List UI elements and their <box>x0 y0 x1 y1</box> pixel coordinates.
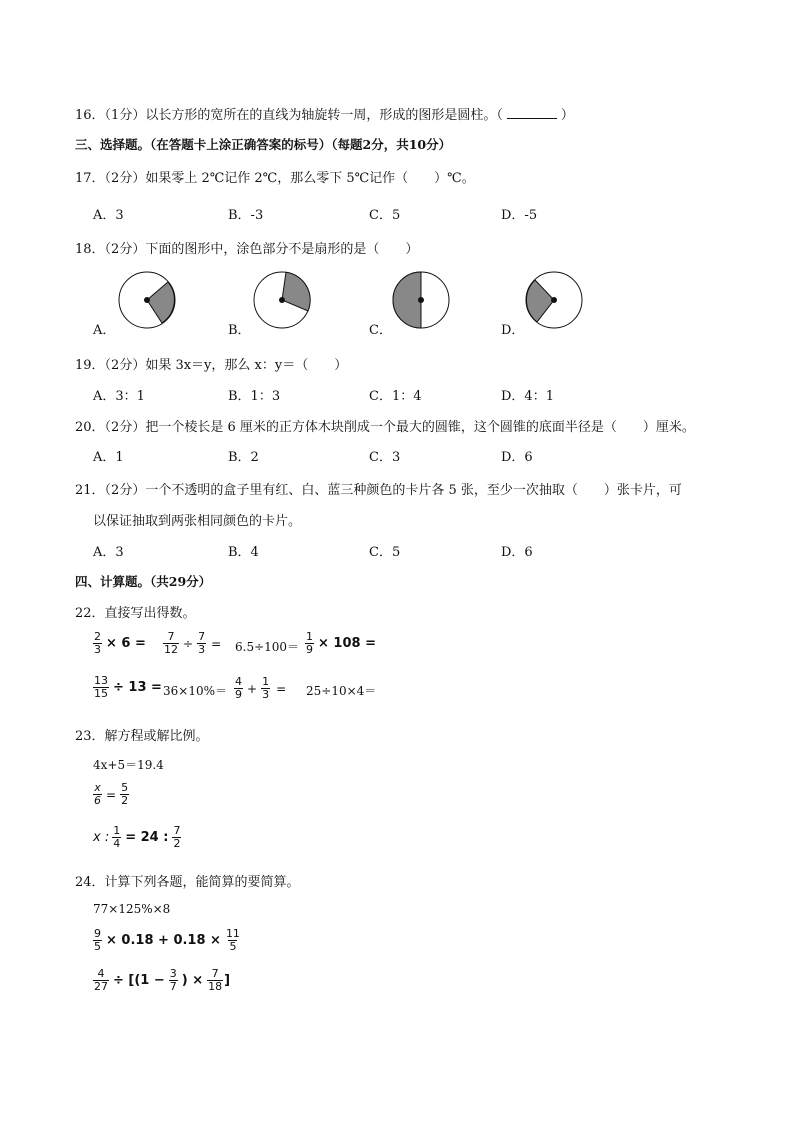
q16-text-end: ） <box>560 108 574 123</box>
q20-option-c[interactable]: C．3 <box>369 450 401 465</box>
q21-option-b[interactable]: B．4 <box>228 545 259 560</box>
circle-figure-c <box>392 271 452 331</box>
question-24: 24．计算下列各题，能简算的要简算。 <box>75 875 300 890</box>
q18-option-b[interactable]: B． <box>228 323 251 338</box>
q17-option-d[interactable]: D．-5 <box>501 208 538 223</box>
question-22: 22．直接写出得数。 <box>75 606 196 621</box>
circle-figure-a <box>118 271 178 331</box>
calc-1-2: $\frac{7}{12}$ ÷ $\frac{7}{3}$ = <box>164 630 222 656</box>
q19-option-c[interactable]: C．1：4 <box>369 389 422 404</box>
q21-option-a[interactable]: A．3 <box>93 545 124 560</box>
q20-option-a[interactable]: A．1 <box>93 450 124 465</box>
calc-1-4: $\frac{1}{9}$ × 108 = <box>306 630 376 656</box>
section-4-title: 四、计算题。（共29分） <box>75 574 212 589</box>
equation-1: 4x+5＝19.4 <box>93 758 164 772</box>
q18-option-d[interactable]: D． <box>501 323 525 338</box>
answer-blank[interactable] <box>507 106 557 119</box>
question-18: 18．（2分）下面的图形中，涂色部分不是扇形的是（ ） <box>75 242 419 257</box>
question-21-line-2: 以保证抽取到两张相同颜色的卡片。 <box>93 514 302 529</box>
q19-option-b[interactable]: B．1：3 <box>228 389 281 404</box>
expression-1: 77×125%×8 <box>93 902 171 916</box>
q19-option-d[interactable]: D．4：1 <box>501 389 554 404</box>
q16-text: 16．（1分）以长方形的宽所在的直线为轴旋转一周，形成的图形是圆柱。（ <box>75 108 503 123</box>
circle-figure-d <box>525 271 585 331</box>
q19-option-a[interactable]: A．3：1 <box>93 389 145 404</box>
q21-option-c[interactable]: C．5 <box>369 545 401 560</box>
calc-2-1: $\frac{13}{15}$ ÷ 13 = <box>94 674 162 700</box>
equation-2: $\frac{x}{6}$ = $\frac{5}{2}$ <box>94 781 129 807</box>
q21-option-d[interactable]: D．6 <box>501 545 533 560</box>
calc-1-3: 6.5÷100＝ <box>235 640 300 654</box>
q20-option-b[interactable]: B．2 <box>228 450 259 465</box>
question-20: 20．（2分）把一个棱长是 6 厘米的正方体木块削成一个最大的圆锥，这个圆锥的底面半径是（ ）厘米。 <box>75 420 695 435</box>
calc-2-3: $\frac{4}{9}$ + $\frac{1}{3}$ = <box>235 675 287 701</box>
equation-3: x : $\frac{1}{4}$ = 24 : $\frac{7}{2}$ <box>93 824 181 850</box>
question-17: 17．（2分）如果零上 2℃记作 2℃，那么零下 5℃记作（ ）℃。 <box>75 171 475 186</box>
question-16 <box>75 104 574 123</box>
question-21-line-1: 21．（2分）一个不透明的盒子里有红、白、蓝三种颜色的卡片各 5 张，至少一次抽取（ ）张卡片，可 <box>75 483 682 498</box>
calc-2-2: 36×10%＝ <box>163 684 227 698</box>
q17-option-a[interactable]: A．3 <box>93 208 124 223</box>
question-23: 23．解方程或解比例。 <box>75 729 209 744</box>
q18-option-c[interactable]: C． <box>369 323 392 338</box>
calc-2-4: 25÷10×4＝ <box>306 684 377 698</box>
expression-3: $\frac{4}{27}$ ÷ [(1 − $\frac{3}{7}$ ) × $\frac{7}{18}$ ] <box>94 967 231 993</box>
q17-option-b[interactable]: B．-3 <box>228 208 264 223</box>
q17-option-c[interactable]: C．5 <box>369 208 401 223</box>
circle-figure-b <box>253 271 313 331</box>
section-3-title: 三、选择题。（在答题卡上涂正确答案的标号）（每题2分，共10分） <box>75 137 452 152</box>
calc-1-1: $\frac{2}{3}$ × 6 = <box>94 630 146 656</box>
q18-option-a[interactable]: A． <box>93 323 116 338</box>
q20-option-d[interactable]: D．6 <box>501 450 533 465</box>
question-19: 19．（2分）如果 3x＝y，那么 x：y＝（ ） <box>75 358 348 373</box>
expression-2: $\frac{9}{5}$ × 0.18 + 0.18 × $\frac{11}{5}$ <box>94 927 240 953</box>
